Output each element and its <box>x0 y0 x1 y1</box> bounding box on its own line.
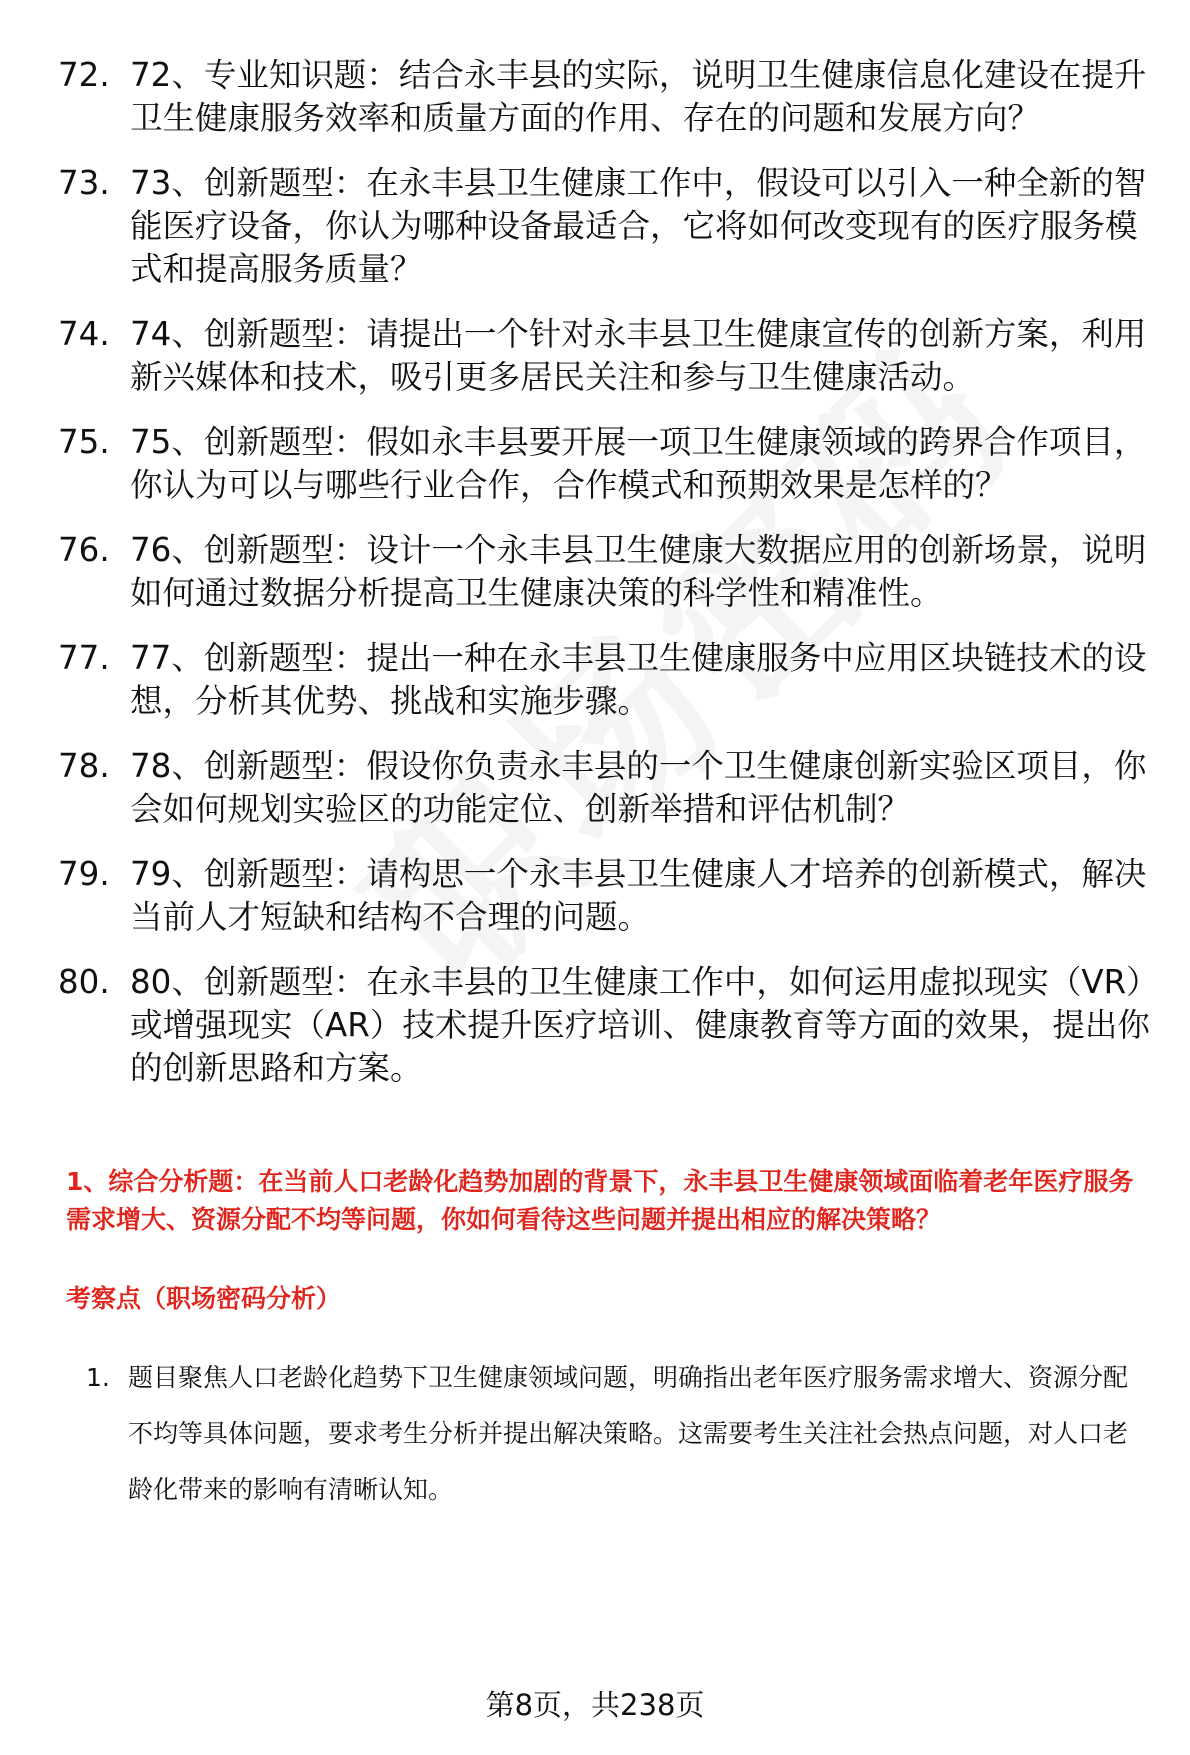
question-text: 76、创新题型：设计一个永丰县卫生健康大数据应用的创新场景，说明如何通过数据分析提高卫生健康决策的科学性和精准性。 <box>130 531 1147 612</box>
question-number: 76. <box>58 531 110 569</box>
question-item <box>58 853 1158 939</box>
question-item <box>58 529 1158 615</box>
question-text: 72、专业知识题：结合永丰县的实际，说明卫生健康信息化建设在提升卫生健康服务效率和质量方面的作用、存在的问题和发展方向？ <box>130 56 1147 137</box>
question-item <box>58 54 1158 140</box>
question-text: 75、创新题型：假如永丰县要开展一项卫生健康领域的跨界合作项目，你认为可以与哪些行业合作，合作模式和预期效果是怎样的？ <box>130 423 1147 504</box>
question-number: 73. <box>58 164 110 202</box>
question-text: 80、创新题型：在永丰县的卫生健康工作中，如何运用虚拟现实（VR）或增强现实（AR）技术提升医疗培训、健康教育等方面的效果，提出你的创新思路和方案。 <box>130 963 1150 1087</box>
question-item <box>58 421 1158 507</box>
question-text: 78、创新题型：假设你负责永丰县的一个卫生健康创新实验区项目，你会如何规划实验区的功能定位、创新举措和评估机制？ <box>130 747 1147 828</box>
question-text: 73、创新题型：在永丰县卫生健康工作中，假设可以引入一种全新的智能医疗设备，你认为哪种设备最适合，它将如何改变现有的医疗服务模式和提高服务质量？ <box>130 164 1147 288</box>
page-footer: 第8页，共238页 <box>485 1688 705 1722</box>
point-number: 1. <box>86 1363 110 1392</box>
point-text: 题目聚焦人口老龄化趋势下卫生健康领域问题，明确指出老年医疗服务需求增大、资源分配不均等具体问题，要求考生分析并提出解决策略。这需要考生关注社会热点问题，对人口老龄化带来的影响有清晰认知。 <box>128 1363 1129 1504</box>
question-item <box>58 162 1158 291</box>
question-number: 74. <box>58 315 110 353</box>
question-number: 75. <box>58 423 110 461</box>
question-number: 80. <box>58 963 110 1001</box>
question-item <box>58 961 1158 1090</box>
question-item <box>58 313 1158 399</box>
question-text: 74、创新题型：请提出一个针对永丰县卫生健康宣传的创新方案，利用新兴媒体和技术，吸引更多居民关注和参与卫生健康活动。 <box>130 315 1147 396</box>
question-text: 79、创新题型：请构思一个永丰县卫生健康人才培养的创新模式，解决当前人才短缺和结构不合理的问题。 <box>130 855 1147 936</box>
point-item <box>86 1350 1146 1518</box>
question-number: 72. <box>58 56 110 94</box>
question-text: 77、创新题型：提出一种在永丰县卫生健康服务中应用区块链技术的设想，分析其优势、挑战和实施步骤。 <box>130 639 1147 720</box>
question-list <box>58 54 1158 1112</box>
question-number: 78. <box>58 747 110 785</box>
question-item <box>58 637 1158 723</box>
question-number: 77. <box>58 639 110 677</box>
question-item <box>58 745 1158 831</box>
points-title: 考察点（职场密码分析） <box>66 1284 342 1313</box>
section-title: 1、综合分析题：在当前人口老龄化趋势加剧的背景下，永丰县卫生健康领域面临着老年医疗服务需求增大、资源分配不均等问题，你如何看待这些问题并提出相应的解决策略？ <box>66 1167 1134 1234</box>
question-number: 79. <box>58 855 110 893</box>
